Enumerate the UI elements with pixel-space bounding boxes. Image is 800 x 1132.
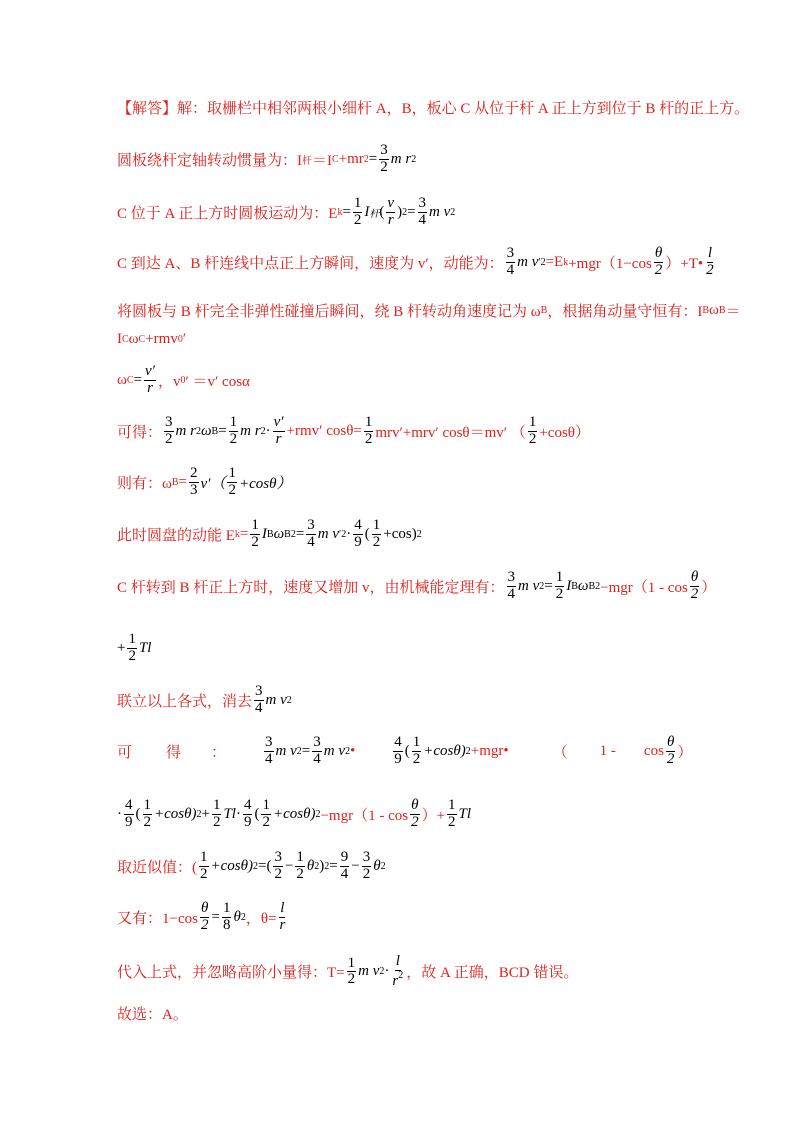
fraction: $\frac{1}{2}$ bbox=[229, 414, 238, 447]
fraction: $\frac{1}{2}$ bbox=[296, 849, 304, 882]
subscript: 0 bbox=[177, 334, 183, 345]
text: − bbox=[351, 857, 360, 874]
fraction: $\frac{3}{4}$ bbox=[307, 517, 315, 550]
superscript: 2 bbox=[290, 528, 296, 540]
text: 取近似值：( bbox=[117, 859, 197, 876]
superscript: ′2 bbox=[538, 256, 546, 268]
math-term: ω bbox=[577, 577, 589, 594]
result-line bbox=[117, 735, 692, 768]
superscript: 2 bbox=[363, 153, 369, 165]
text: ＝ bbox=[725, 304, 741, 320]
equals: = bbox=[342, 203, 351, 220]
superscript: 2 bbox=[595, 580, 601, 592]
subscript: 0 bbox=[180, 374, 186, 386]
math-term: θ bbox=[233, 908, 241, 925]
fraction: $\frac{3}{2}$ bbox=[274, 849, 282, 882]
math-term: m v bbox=[323, 742, 346, 759]
fraction: $\frac{4}{9}$ bbox=[394, 734, 402, 767]
text: 可得： bbox=[117, 424, 163, 441]
fraction: $\frac{1}{2}$ bbox=[353, 195, 362, 228]
dot: · bbox=[346, 525, 352, 542]
subscript: C bbox=[126, 374, 134, 386]
math-term: ω bbox=[200, 422, 212, 439]
text: ）+ bbox=[421, 807, 446, 824]
subscript: B bbox=[571, 580, 578, 592]
fraction: $\frac{3}{2}$ bbox=[165, 414, 173, 447]
fraction: $\frac{v'}{r}$ bbox=[145, 363, 155, 396]
superscript: 2 bbox=[411, 153, 417, 165]
fraction: $\frac{1}{2}$ bbox=[128, 631, 136, 664]
math-term: m v bbox=[518, 577, 540, 594]
collision-line bbox=[117, 300, 741, 321]
angular-momentum-line bbox=[117, 331, 186, 348]
text: C 位于 A 正上方时圆板运动为：E bbox=[117, 205, 338, 222]
fraction: $\frac{1}{2}$ bbox=[448, 797, 456, 830]
text: − bbox=[284, 857, 294, 874]
fraction: $\frac{1}{2}$ bbox=[200, 849, 208, 882]
substitution-line bbox=[117, 954, 578, 990]
text: 1 - bbox=[599, 742, 616, 759]
superscript: 2 bbox=[380, 860, 386, 872]
math-term: Tl bbox=[223, 805, 236, 822]
math-term: +cosθ) bbox=[210, 857, 253, 874]
subscript: C bbox=[332, 153, 339, 165]
text: mrv′+mrv′ cosθ＝mv′ （ bbox=[375, 424, 526, 441]
text: 得 bbox=[166, 744, 182, 761]
subscript: B bbox=[588, 580, 596, 592]
fraction: $\frac{4}{9}$ bbox=[125, 797, 133, 830]
fraction: $\frac{\theta}{2}$ bbox=[411, 797, 419, 830]
fraction: $\frac{1}{2}$ bbox=[528, 414, 537, 447]
equals: = bbox=[211, 908, 220, 925]
fraction: $\frac{4}{9}$ bbox=[243, 797, 252, 830]
fraction: $\frac{1}{2}$ bbox=[262, 797, 270, 830]
dot: · bbox=[384, 963, 390, 980]
equals: = bbox=[133, 371, 143, 388]
kinetic-energy-line bbox=[117, 196, 455, 229]
approximation-line bbox=[117, 850, 386, 883]
fraction: $\frac{\theta}{2}$ bbox=[690, 569, 699, 602]
superscript: 2 bbox=[539, 580, 545, 592]
small-angle-line bbox=[117, 901, 288, 934]
dot: · bbox=[117, 805, 122, 822]
subscript: B bbox=[211, 425, 219, 437]
subscript: C bbox=[122, 334, 129, 345]
math-term: ω bbox=[273, 525, 285, 542]
subscript: B bbox=[540, 305, 548, 316]
subscript: B bbox=[702, 305, 709, 316]
fraction: $\frac{3}{4}$ bbox=[507, 569, 516, 602]
superscript: 2 bbox=[402, 206, 408, 218]
text: 将圆板与 B 杆完全非弹性碰撞后瞬间，绕 B 杆转动角速度记为 ω bbox=[117, 304, 541, 320]
paren: ( bbox=[364, 525, 370, 542]
superscript: 2 bbox=[314, 860, 320, 872]
text: =( bbox=[257, 857, 272, 874]
subscript: B bbox=[266, 528, 274, 540]
superscript: 2 bbox=[195, 425, 201, 437]
answer-intro: 解：取栅栏中相邻两根小细杆 A，B，板心 C 从位于杆 A 正上方到位于 B 杆的正上方。 bbox=[177, 101, 750, 117]
text: −mgr（1 - cos bbox=[600, 579, 688, 596]
math-term: +cosθ) bbox=[272, 805, 316, 822]
result-continuation-line bbox=[117, 798, 471, 831]
subscript: 杆 bbox=[369, 208, 380, 220]
equals: = bbox=[329, 857, 338, 874]
superscript: 2 bbox=[324, 860, 330, 872]
text: ： bbox=[211, 744, 227, 761]
text: +mgr（1−cos bbox=[568, 255, 652, 272]
text: 圆板绕杆定轴转动惯量为：I bbox=[117, 152, 302, 169]
fraction: $\frac{l}{r}$ bbox=[279, 900, 286, 933]
superscript: ′2 bbox=[339, 528, 347, 540]
text: 此时圆盘的动能 E bbox=[117, 527, 235, 544]
answer-bracket: 【解答】 bbox=[117, 101, 178, 117]
fraction: $\frac{1}{2}$ bbox=[412, 734, 421, 767]
midpoint-energy-line bbox=[117, 246, 717, 279]
math-term: m v bbox=[429, 203, 451, 220]
tl-term-line bbox=[117, 632, 151, 665]
moment-of-inertia-line bbox=[117, 143, 416, 176]
text: +mr bbox=[338, 150, 364, 167]
equals: = bbox=[407, 203, 416, 220]
math-term: I bbox=[261, 525, 267, 542]
superscript: 2 bbox=[379, 966, 385, 978]
math-term: m r bbox=[240, 422, 261, 439]
subscript: B bbox=[171, 476, 179, 488]
math-term: +cosθ) bbox=[154, 805, 197, 822]
text: ，θ= bbox=[245, 910, 277, 927]
text: cos bbox=[643, 742, 664, 759]
text: ω bbox=[708, 302, 719, 318]
text: 可 bbox=[117, 744, 133, 761]
superscript: 2 bbox=[315, 808, 321, 820]
equals: = bbox=[301, 742, 311, 759]
fraction: $\frac{\theta}{2}$ bbox=[654, 245, 663, 278]
math-term: θ bbox=[306, 857, 315, 874]
text: 则有：ω bbox=[117, 475, 172, 492]
fraction: $\frac{1}{2}$ bbox=[372, 517, 381, 550]
paren: ( bbox=[379, 203, 385, 220]
text: ω bbox=[128, 331, 139, 347]
equals: = bbox=[295, 525, 305, 542]
superscript: 2 bbox=[450, 206, 456, 218]
fraction: $\frac{3}{2}$ bbox=[380, 142, 388, 175]
fraction: $\frac{3}{2}$ bbox=[362, 849, 371, 882]
text: 又有：1−cos bbox=[117, 910, 198, 927]
fraction: $\frac{l}{2}$ bbox=[706, 245, 714, 278]
text: +mgr• bbox=[470, 742, 509, 759]
text: +rmv′ cosθ= bbox=[286, 422, 362, 439]
fraction: $\frac{3}{4}$ bbox=[265, 734, 273, 767]
fraction: $\frac{3}{4}$ bbox=[313, 734, 321, 767]
math-term: m r bbox=[390, 150, 412, 167]
answer-header-line bbox=[117, 97, 749, 118]
superscript: 2 bbox=[196, 808, 202, 820]
eliminate-line bbox=[117, 684, 292, 717]
equals: = bbox=[178, 473, 188, 490]
text: =E bbox=[545, 253, 564, 270]
fraction: $\frac{1}{2}$ bbox=[347, 954, 356, 988]
fraction: $\frac{9}{4}$ bbox=[340, 849, 349, 882]
text: ω bbox=[117, 371, 127, 388]
math-term: I bbox=[364, 203, 370, 220]
dot: · bbox=[235, 805, 241, 822]
subscript: k bbox=[234, 528, 240, 540]
superscript: 2 bbox=[260, 425, 266, 437]
math-term: m v bbox=[275, 742, 297, 759]
fraction: $\frac{2}{3}$ bbox=[190, 465, 198, 498]
text: 代入上式，并忽略高阶小量得：T= bbox=[117, 965, 345, 982]
math-term: θ bbox=[373, 857, 381, 874]
paren: ) bbox=[397, 203, 403, 220]
text: I bbox=[117, 331, 122, 347]
equals: = bbox=[544, 577, 553, 594]
text: +cosθ） bbox=[539, 424, 590, 441]
equals: = bbox=[368, 150, 378, 167]
final-answer: 故选：A。 bbox=[117, 1007, 188, 1023]
paren: ( bbox=[404, 742, 410, 759]
equals: = bbox=[239, 525, 249, 542]
final-answer-line bbox=[117, 1003, 188, 1024]
fraction: $\frac{v'}{r}$ bbox=[273, 414, 284, 447]
text: ，故 A 正确，BCD 错误。 bbox=[406, 965, 579, 982]
mechanical-energy-line bbox=[117, 570, 716, 603]
fraction: $\frac{1}{2}$ bbox=[143, 797, 151, 830]
text: ′ bbox=[182, 331, 187, 347]
fraction: $\frac{1}{2}$ bbox=[212, 797, 221, 830]
math-term: +cosθ） bbox=[238, 475, 292, 492]
subscript: B bbox=[718, 305, 726, 316]
fraction: $\frac{\theta}{2}$ bbox=[200, 900, 209, 933]
fraction: $\frac{3}{4}$ bbox=[506, 245, 515, 278]
text: ＝I bbox=[312, 152, 332, 169]
derivation-line bbox=[117, 415, 590, 448]
math-term: v′（ bbox=[200, 475, 226, 492]
math-term: Tl bbox=[138, 639, 152, 656]
omega-b-line bbox=[117, 466, 291, 499]
equals: = bbox=[218, 422, 227, 439]
subscript: B bbox=[284, 528, 291, 540]
fraction: $\frac{v}{r}$ bbox=[387, 195, 395, 228]
text: ） bbox=[701, 579, 717, 596]
dot: · bbox=[265, 422, 271, 439]
fraction: $\frac{1}{2}$ bbox=[555, 569, 564, 602]
math-term: +cos) bbox=[383, 525, 417, 542]
text: C 到达 A、B 杆连线中点正上方瞬间，速度为 v′，动能为： bbox=[117, 255, 504, 272]
paren: ( bbox=[254, 805, 260, 822]
subscript: C bbox=[138, 334, 146, 345]
math-term: m v bbox=[358, 963, 380, 980]
text: ）+T• bbox=[665, 255, 704, 272]
text: ′ ＝v′ cosα bbox=[185, 373, 250, 390]
omega-c-line bbox=[117, 364, 250, 397]
text: ，v bbox=[157, 373, 181, 390]
text: 联立以上各式，消去 bbox=[117, 693, 253, 710]
superscript: 2 bbox=[296, 745, 302, 757]
text: ) bbox=[319, 857, 325, 874]
fraction: $\frac{3}{4}$ bbox=[418, 195, 427, 228]
text: −mgr（1 - cos bbox=[320, 807, 409, 824]
subscript: 杆 bbox=[302, 155, 312, 167]
math-term: m v bbox=[265, 691, 287, 708]
math-term: m v bbox=[517, 253, 539, 270]
plus: + bbox=[201, 805, 210, 822]
superscript: 2 bbox=[416, 528, 422, 540]
math-term: I bbox=[566, 577, 572, 594]
fraction: $\frac{4}{9}$ bbox=[354, 517, 362, 550]
paren: ( bbox=[135, 805, 141, 822]
fraction: $\frac{1}{2}$ bbox=[251, 517, 259, 550]
fraction: $\frac{\theta}{2}$ bbox=[666, 734, 675, 767]
superscript: 2 bbox=[240, 911, 246, 923]
disk-energy-line bbox=[117, 518, 422, 551]
fraction: $\frac{1}{2}$ bbox=[228, 465, 236, 498]
superscript: 2 bbox=[286, 694, 292, 706]
math-term: m v bbox=[317, 525, 340, 542]
text: ） bbox=[677, 744, 693, 761]
text: ，根据角动量守恒有：I bbox=[547, 304, 703, 320]
superscript: 2 bbox=[465, 745, 471, 757]
fraction: $\frac{l}{r^2}$ bbox=[392, 953, 404, 989]
subscript: k bbox=[337, 206, 343, 218]
dot: • bbox=[350, 742, 356, 759]
math-term: m r bbox=[175, 422, 196, 439]
fraction: $\frac{3}{4}$ bbox=[255, 683, 263, 716]
superscript: 2 bbox=[345, 745, 351, 757]
math-term: Tl bbox=[458, 805, 472, 822]
math-term: +cosθ) bbox=[423, 742, 466, 759]
text: C 杆转到 B 杆正上方时，速度又增加 v，由机械能定理有： bbox=[117, 579, 505, 596]
superscript: 2 bbox=[252, 860, 258, 872]
subscript: k bbox=[563, 256, 569, 268]
text: （ bbox=[552, 744, 568, 761]
fraction: $\frac{1}{2}$ bbox=[364, 414, 373, 447]
fraction: $\frac{1}{8}$ bbox=[222, 900, 231, 933]
plus: + bbox=[117, 639, 126, 656]
text: +rmv bbox=[145, 331, 178, 347]
